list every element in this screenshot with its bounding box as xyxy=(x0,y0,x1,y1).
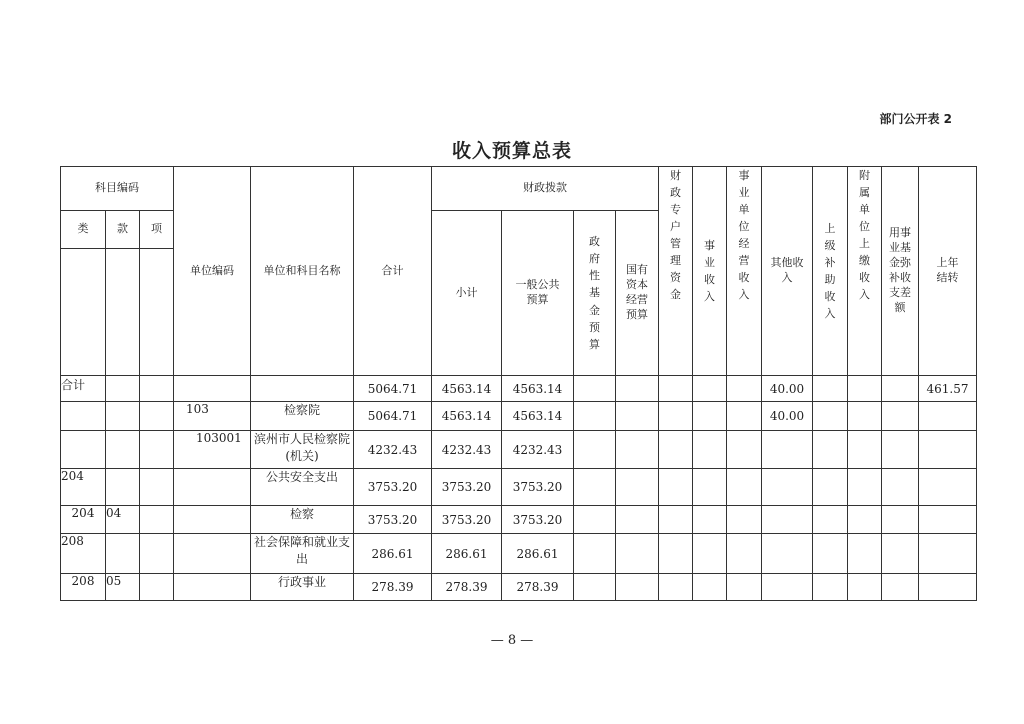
header-carryover: 上年结转 xyxy=(919,167,977,376)
header-other-income: 其他收入 xyxy=(762,167,813,376)
table-row: 208 社会保障和就业支出 286.61 286.61 286.61 xyxy=(61,534,977,574)
header-total: 合计 xyxy=(354,167,432,376)
table-row: 103001 滨州市人民检察院(机关) 4232.43 4232.43 4232.43 xyxy=(61,431,977,469)
header-subject-code: 科目编码 xyxy=(61,167,174,211)
income-budget-table xyxy=(60,166,977,601)
header-subtotal: 小计 xyxy=(432,211,502,376)
header-unit-business-income: 事业单位经营收入 xyxy=(727,167,762,376)
header-fiscal: 财政拨款 xyxy=(432,167,659,211)
header-fund-shortfall: 用事业基金弥补收支差额 xyxy=(882,167,919,376)
header-lei: 类 xyxy=(61,211,106,249)
header-business-income: 事业收入 xyxy=(693,167,727,376)
header-state-capital: 国有资本经营预算 xyxy=(616,211,659,376)
header-xiang: 项 xyxy=(140,211,174,249)
table-row: 103 检察院 5064.71 4563.14 4563.14 40.00 xyxy=(61,402,977,431)
header-general-budget: 一般公共预算 xyxy=(502,211,574,376)
header-unit-code: 单位编码 xyxy=(174,167,251,376)
page-title: 收入预算总表 xyxy=(451,140,572,162)
table-row: 204 公共安全支出 3753.20 3753.20 3753.20 xyxy=(61,469,977,506)
header-gov-fund: 政府性基金预算 xyxy=(574,211,616,376)
header-affiliated-income: 附属单位上缴收入 xyxy=(848,167,882,376)
page-number: — 8 — xyxy=(490,633,534,648)
table-row: 204 04 检察 3753.20 3753.20 3753.20 xyxy=(61,506,977,534)
header-superior-subsidy: 上级补助收入 xyxy=(813,167,848,376)
table-row: 合计 5064.71 4563.14 4563.14 40.00 461.57 xyxy=(61,376,977,402)
table-row: 208 05 行政事业 278.39 278.39 278.39 xyxy=(61,574,977,601)
form-label: 部门公开表 2 xyxy=(879,112,952,126)
header-kuan: 款 xyxy=(106,211,140,249)
header-special-account: 财政专户管理资金 xyxy=(659,167,693,376)
header-unit-name: 单位和科目名称 xyxy=(251,167,354,376)
